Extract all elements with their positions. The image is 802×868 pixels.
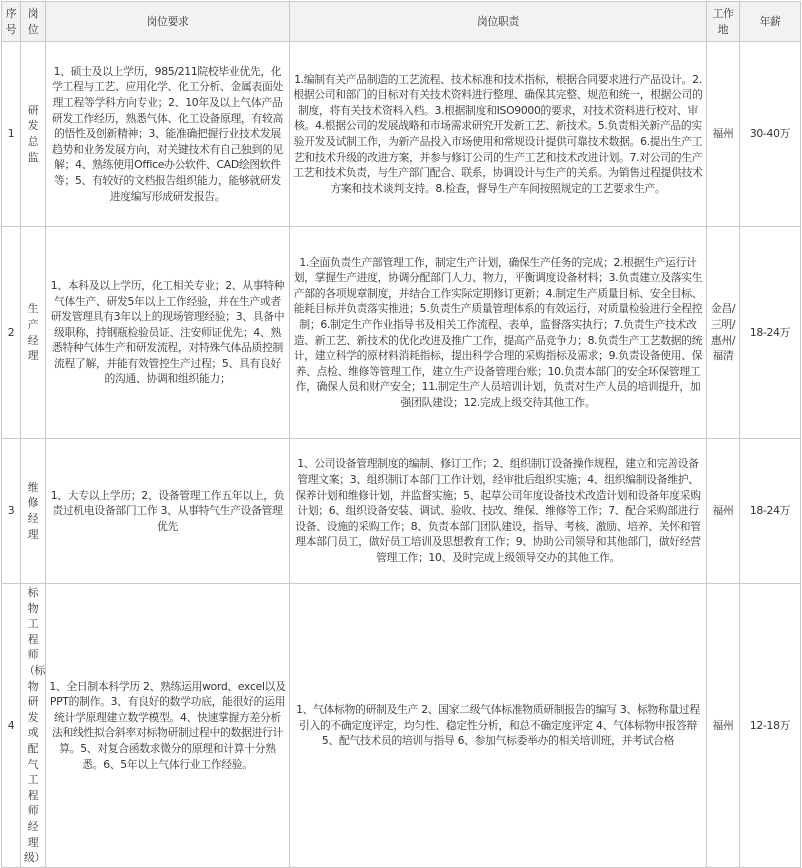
- row-salary: 12-18万: [740, 584, 801, 868]
- row-salary: 18-24万: [740, 439, 801, 584]
- row-index: 3: [2, 439, 21, 584]
- row-salary: 30-40万: [740, 42, 801, 227]
- row-index: 2: [2, 227, 21, 439]
- row-requirements: 1、大专以上学历；2、设备管理工作五年以上，负责过机电设备部门工作 3、从事特气生产设备管理优先: [46, 439, 290, 584]
- table-row: [2, 227, 801, 439]
- header-position: 岗位: [21, 2, 46, 42]
- row-position: 生产经理: [21, 227, 46, 439]
- header-salary: 年薪: [740, 2, 801, 42]
- table-header: [2, 2, 801, 42]
- row-position: 维修经理: [21, 439, 46, 584]
- job-table: [1, 1, 801, 868]
- row-duties: 1、公司设备管理制度的编制、修订工作；2、组织制订设备操作规程，建立和完善设备管理文案；3、组织制订本部门工作计划，经审批后组织实施；4、组织编制设备维护、保养计划和维修计划，并监督实施；5、起草公司年度设备技术改造计划和设备年度采购计划；6、组织设备安装、调试、验收、技改、维保、维修等工作；7、配合采购部进行设备、设施的采购工作；8、负责本部门团队建设，指导、考核、激励、培养、关怀和管理本部门员工，做好员工培训及思想教育工作；9、协助公司领导和其他部门，做好经营管理工作；10、及时完成上级领导交办的其他工作。: [290, 439, 707, 584]
- row-requirements: 1、全日制本科学历 2、熟练运用word、excel以及PPT的制作。3、有良好的数学功底，能很好的运用统计学原理建立数学模型。4、快速掌握方差分析法和线性拟合斜率对标物研制过程中的数据进行计算。5、对复合函数求微分的原理和计算十分熟悉。6、5年以上气体行业工作经验。: [46, 584, 290, 868]
- table-row: [2, 42, 801, 227]
- row-salary: 18-24万: [740, 227, 801, 439]
- row-requirements: 1、硕士及以上学历，985/211院校毕业优先，化学工程与工艺、应用化学、化工分析、金属表面处理工程等学科方向专业；2、10年及以上气体产品研发工作经历，熟悉气体、化工设备原理，有较高的悟性及创新精神；3、能准确把握行业技术发展趋势和业务发展方向，对关键技术有自己独到的见解；4、熟练使用Office办公软件、CAD绘图软件等；5、有较好的文档报告组织能力，能够就研发进度编写形成研发报告。: [46, 42, 290, 227]
- header-requirements: 岗位要求: [46, 2, 290, 42]
- header-index: 序号: [2, 2, 21, 42]
- row-position: 标物工程师（标物研发或配气工程师经理级）: [21, 584, 46, 868]
- row-position: 研发总监: [21, 42, 46, 227]
- row-index: 4: [2, 584, 21, 868]
- row-location: 金昌/三明/惠州/福清: [707, 227, 740, 439]
- row-location: 福州: [707, 42, 740, 227]
- row-requirements: 1、本科及以上学历，化工相关专业；2、从事特种气体生产、研发5年以上工作经验，并在生产或者研发管理具有3年以上的现场管理经验；3、具备中级职称，持钢瓶检验员证、注安师证优先；4、熟悉特种气体生产和研发流程，对特殊气体品质控制流程了解，并能有效管控生产过程；5、具有良好的沟通、协调和组织能力；: [46, 227, 290, 439]
- table-row: [2, 584, 801, 868]
- header-location: 工作地: [707, 2, 740, 42]
- table-body: [2, 42, 801, 868]
- header-row: [2, 2, 801, 42]
- row-duties: 1.全面负责生产部管理工作，制定生产计划，确保生产任务的完成；2.根据生产运行计划，掌握生产进度，协调分配部门人力、物力，平衡调度设备材料；3.负责建立及落实生产部的各项规章制度，并结合工作实际定期修订更新；4.制定生产质量目标、安全目标、能耗目标并负责落实推进；5.负责生产质量管理体系的有效运行，对质量检验进行全程控制；6.制定生产作业指导书及相关工作流程、表单，监督落实执行；7.负责生产技术改造、新工艺、新技术的优化改进及推广工作，提高产品竞争力；8.负责生产工艺数据的统计，建立科学的原材料消耗指标，提出科学合理的采购指标及需求；9.负责设备使用、保养、点检、维修等管理工作，建立生产设备管理台账；10.负责本部门的安全环保管理工作，确保人员和财产安全；11.制定生产人员培训计划，负责对生产人员的培训提升，加强团队建设；12.完成上级交待其他工作。: [290, 227, 707, 439]
- row-location: 福州: [707, 584, 740, 868]
- header-duties: 岗位职责: [290, 2, 707, 42]
- row-duties: 1.编制有关产品制造的工艺流程、技术标准和技术指标，根据合同要求进行产品设计。2.根据公司和部门的目标对有关技术资料进行整理、确保其完整、规范和统一，根据公司的制度，将有关技术资料入档。3.根据制度和ISO9000的要求，对技术资料进行校对、审核。4.根据公司的发展战略和市场需求研究开发新工艺、新技术。5.负责相关新产品的实验开发及试制工作，为新产品投入市场使用和常规设计提供可靠技术数据。6.提出生产工艺和技术升级的改进方案，并参与修订公司的生产工艺和技术改进计划。7.对公司的生产工艺和技术负责，与生产部门配合、联系，协调设计与生产的关系。为销售过程提供技术方案和技术谈判支持。8.检查，督导生产车间按照规定的工艺要求生产。: [290, 42, 707, 227]
- row-index: 1: [2, 42, 21, 227]
- row-location: 福州: [707, 439, 740, 584]
- row-duties: 1、气体标物的研制及生产 2、国家二级气体标准物质研制报告的编写 3、标物称量过程引入的不确定度评定，均匀性、稳定性分析，和总不确定度评定 4、气体标物申报答辩 5、配气技术员的培训与指导 6、参加气标委举办的相关培训班，并考试合格: [290, 584, 707, 868]
- table-row: [2, 439, 801, 584]
